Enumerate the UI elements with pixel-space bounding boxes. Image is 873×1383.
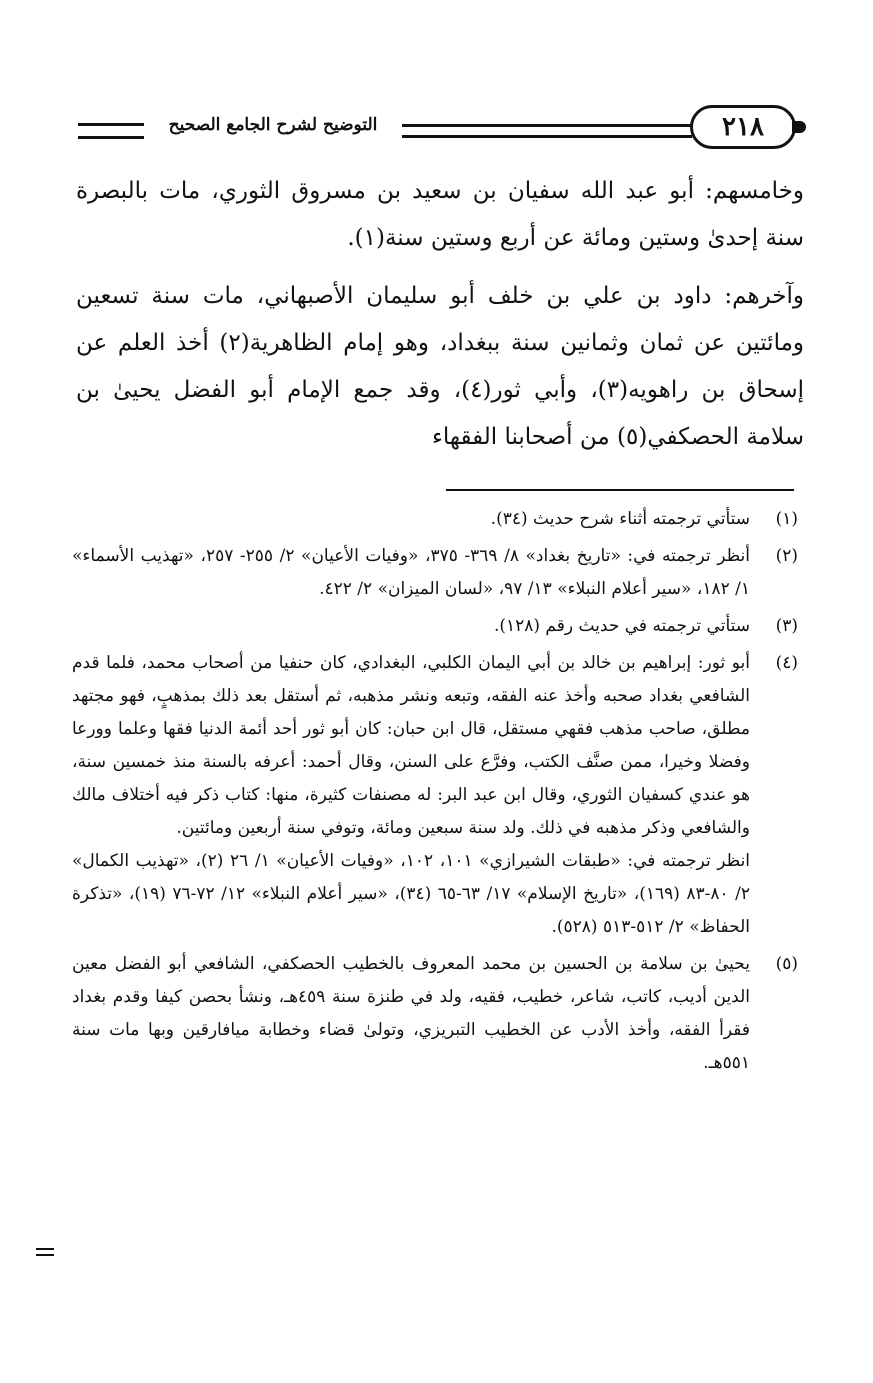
footnote-paragraph: أنظر ترجمته في: «تاريخ بغداد» ٨/ ٣٦٩- ٣٧٥، «وفيات الأعيان» ٢/ ٢٥٥- ٢٥٧، «تهذيب الأسماء» ١/ ١٨٢، «سير أعلام النبلاء» ١٣/ ٩٧، «لسان الميزان» ٢/ ٤٢٢. (72, 546, 750, 599)
footnote-number: (٢) (775, 546, 798, 566)
footnote-paragraph: يحيىٰ بن سلامة بن الحسين بن محمد المعروف بالخطيب الحصكفي، الشافعي أبو الفضل معين الدين أديب، كاتب، شاعر، خطيب، فقيه، ولد في طنزة سنة ٤٥٩هـ، ونشأ بحصن كيفا وقدم بغداد فقرأ الفقه، وأخذ الأدب عن الخطيب التبريزي، وتولىٰ قضاء وخطابة ميافارقين وبها مات سنة ٥٥١هـ. (72, 954, 750, 1073)
footnote-text (72, 503, 750, 536)
header-rule (402, 124, 692, 138)
footnote (72, 610, 798, 643)
footnote (72, 503, 798, 536)
footnote-number: (٥) (775, 954, 798, 974)
footnote-text (72, 647, 750, 944)
page-header (70, 105, 800, 155)
header-ornament-left (78, 123, 144, 139)
footnote-paragraph: انظر ترجمته في: «طبقات الشيرازي» ١٠١، ١٠٢، «وفيات الأعيان» ١/ ٢٦ (٢)، «تهذيب الكمال» ٢/ ٨٠-٨٣ (١٦٩)، «تاريخ الإسلام» ١٧/ ٦٣-٦٥ (٣٤)، «سير أعلام النبلاء» ١٢/ ٧٢-٧٦ (١٩)، «تذكرة الحفاظ» ٢/ ٥١٢-٥١٣ (٥٢٨). (72, 851, 751, 937)
body-paragraph-1: وخامسهم: أبو عبد الله سفيان بن سعيد بن مسروق الثوري، مات بالبصرة سنة إحدىٰ وستين ومائة عن أربع وستين سنة(١). (76, 178, 804, 251)
footnote (72, 647, 798, 944)
footnote-number: (٣) (775, 616, 798, 636)
body-paragraph-2: وآخرهم: داود بن علي بن خلف أبو سليمان الأصبهاني، مات سنة تسعين ومائتين عن ثمان وثمانين سنة ببغداد، وهو إمام الظاهرية(٢) أخذ العلم عن إسحاق بن راهويه(٣)، وأبي ثور(٤)، وقد جمع الإمام أبو الفضل يحيىٰ بن سلامة الحصكفي(٥) من أصحابنا الفقهاء (76, 283, 805, 450)
margin-mark (36, 1248, 54, 1256)
footnote-text (72, 610, 750, 643)
page-number: ٢١٨ (690, 105, 796, 149)
footnotes (72, 503, 798, 1084)
footnote-paragraph: أبو ثور: إبراهيم بن خالد بن أبي اليمان الكلبي، البغدادي، كان حنفيا من أصحاب محمد، فلما قدم الشافعي بغداد صحبه وأخذ عنه الفقه، وتبعه ونشر مذهبه، ثم أستقل بعد ذلك بمذهبٍ، فهو مجتهد مطلق، صاحب مذهب فقهي مستقل، قال ابن حبان: كان أبو ثور أحد أئمة الدنيا فقها وعلما وورعا وفضلا وخيرا، ممن صنَّف الكتب، وفرَّع على السنن، وقال أحمد: أعرفه بالسنة منذ خمسين سنة، هو عندي كسفيان الثوري، وقال ابن عبد البر: له مصنفات كثيرة، منها: كتاب ذكر فيه أختلاف مالك والشافعي وذكر مذهبه في ذلك. ولد سنة سبعين ومائة، وتوفي سنة أربعين ومائتين. (72, 653, 750, 838)
running-title: التوضيح لشرح الجامع الصحيح (168, 115, 378, 135)
footnote (72, 540, 798, 606)
footnote-number: (١) (775, 509, 798, 529)
footnote-number: (٤) (775, 653, 798, 673)
footnote-text (72, 540, 750, 606)
footnote-paragraph: ستأتي ترجمته أثناء شرح حديث (٣٤). (490, 509, 750, 529)
footnote-text (72, 948, 750, 1080)
footnote (72, 948, 798, 1080)
page-number-ornament (792, 121, 806, 133)
footnote-paragraph: ستأتي ترجمته في حديث رقم (١٢٨). (493, 616, 750, 636)
main-text (76, 168, 804, 472)
footnote-separator (446, 489, 794, 491)
